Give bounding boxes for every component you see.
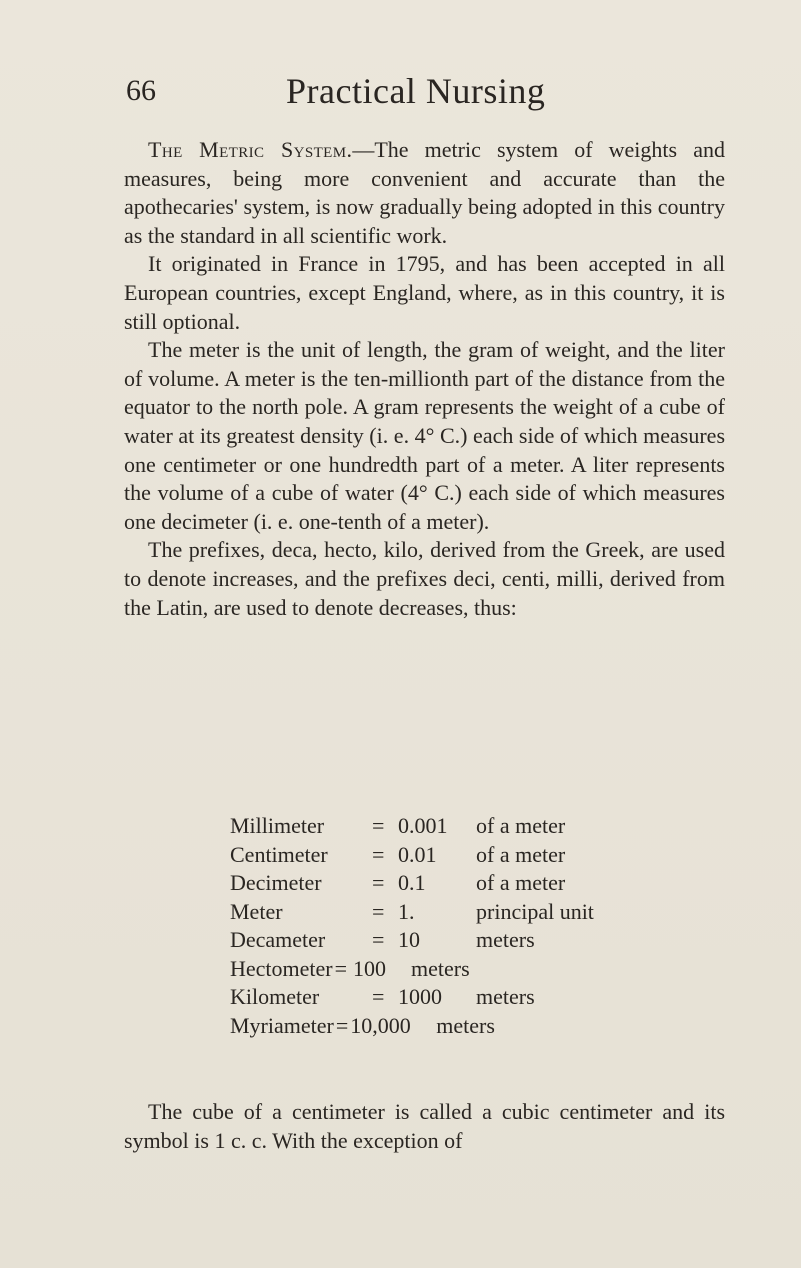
- unit-value: 0.001: [398, 813, 448, 838]
- equals-sign: =: [372, 841, 385, 867]
- unit-name: Hectometer: [230, 955, 333, 981]
- page-header: [126, 68, 726, 114]
- equals-sign: =: [372, 984, 385, 1009]
- body-text: [124, 136, 725, 622]
- paragraph-text: —The metric system of weights and measures, being more convenient and accurate than the apothecaries' system, is now gradually being adopted in this country as the standard in all scientific work.: [124, 137, 725, 248]
- equals-sign: =: [334, 955, 348, 981]
- unit-description: meters: [436, 1012, 495, 1038]
- table-row: [230, 955, 670, 984]
- equals-sign: =: [335, 1012, 349, 1038]
- equals-sign: =: [372, 870, 385, 895]
- unit-description: meters: [411, 955, 470, 981]
- unit-value: 0.01: [398, 841, 437, 867]
- unit-value: 10: [398, 927, 420, 952]
- running-title: Practical Nursing: [286, 71, 546, 111]
- equals-sign: =: [372, 927, 385, 952]
- table-row: [230, 898, 670, 927]
- paragraph-cubic-centimeter: The cube of a centimeter is called a cubic centimeter and its symbol is 1 c. c. With the exception of: [124, 1099, 725, 1153]
- table-row: [230, 1012, 670, 1041]
- unit-value: 1.: [398, 898, 415, 924]
- unit-name: Decimeter: [230, 870, 322, 895]
- unit-name: Centimeter: [230, 841, 328, 867]
- equals-sign: =: [372, 813, 385, 838]
- paragraph-metric-system: [124, 136, 725, 250]
- table-row: [230, 926, 670, 955]
- paragraph-units: The meter is the unit of length, the gram of weight, and the liter of volume. A meter is the ten-millionth part of the distance from the equator to the north pole. A gram represents the weight of a cube of water at its greatest density (i. e. 4° C.) each side of which measures one centimeter or one hundredth part of a meter. A liter represents the volume of a cube of water (4° C.) each side of which measures one decimeter (i. e. one-tenth of a meter).: [124, 337, 725, 534]
- metric-length-table: [230, 812, 670, 1040]
- unit-name: Millimeter: [230, 813, 325, 838]
- unit-name: Kilometer: [230, 984, 320, 1009]
- unit-description: principal unit: [476, 898, 594, 924]
- table-row: [230, 841, 670, 870]
- unit-description: of a meter: [476, 870, 566, 895]
- unit-value: 10,000: [350, 1012, 411, 1038]
- unit-value: 100: [353, 955, 387, 981]
- paragraph-prefixes: The prefixes, deca, hecto, kilo, derived from the Greek, are used to denote increases, and the prefixes deci, centi, milli, derived from the Latin, are used to denote decreases, thus:: [124, 537, 725, 620]
- unit-name: Meter: [230, 898, 283, 924]
- unit-value: 0.1: [398, 870, 426, 895]
- table-row: [230, 869, 670, 898]
- unit-description: of a meter: [476, 813, 566, 838]
- unit-description: meters: [476, 927, 535, 952]
- unit-value: 1000: [398, 984, 442, 1009]
- unit-name: Myriameter: [230, 1012, 334, 1038]
- paragraph-origin: It originated in France in 1795, and has been accepted in all European countries, except England, where, as in this country, it is still optional.: [124, 251, 725, 334]
- table-row: [230, 812, 670, 841]
- unit-name: Decameter: [230, 927, 326, 952]
- table-row: [230, 983, 670, 1012]
- unit-description: meters: [476, 984, 535, 1009]
- closing-text: [124, 1098, 725, 1155]
- section-lead: The Metric System.: [148, 137, 353, 162]
- page-number: 66: [126, 74, 156, 107]
- unit-description: of a meter: [476, 841, 566, 867]
- equals-sign: =: [372, 898, 385, 924]
